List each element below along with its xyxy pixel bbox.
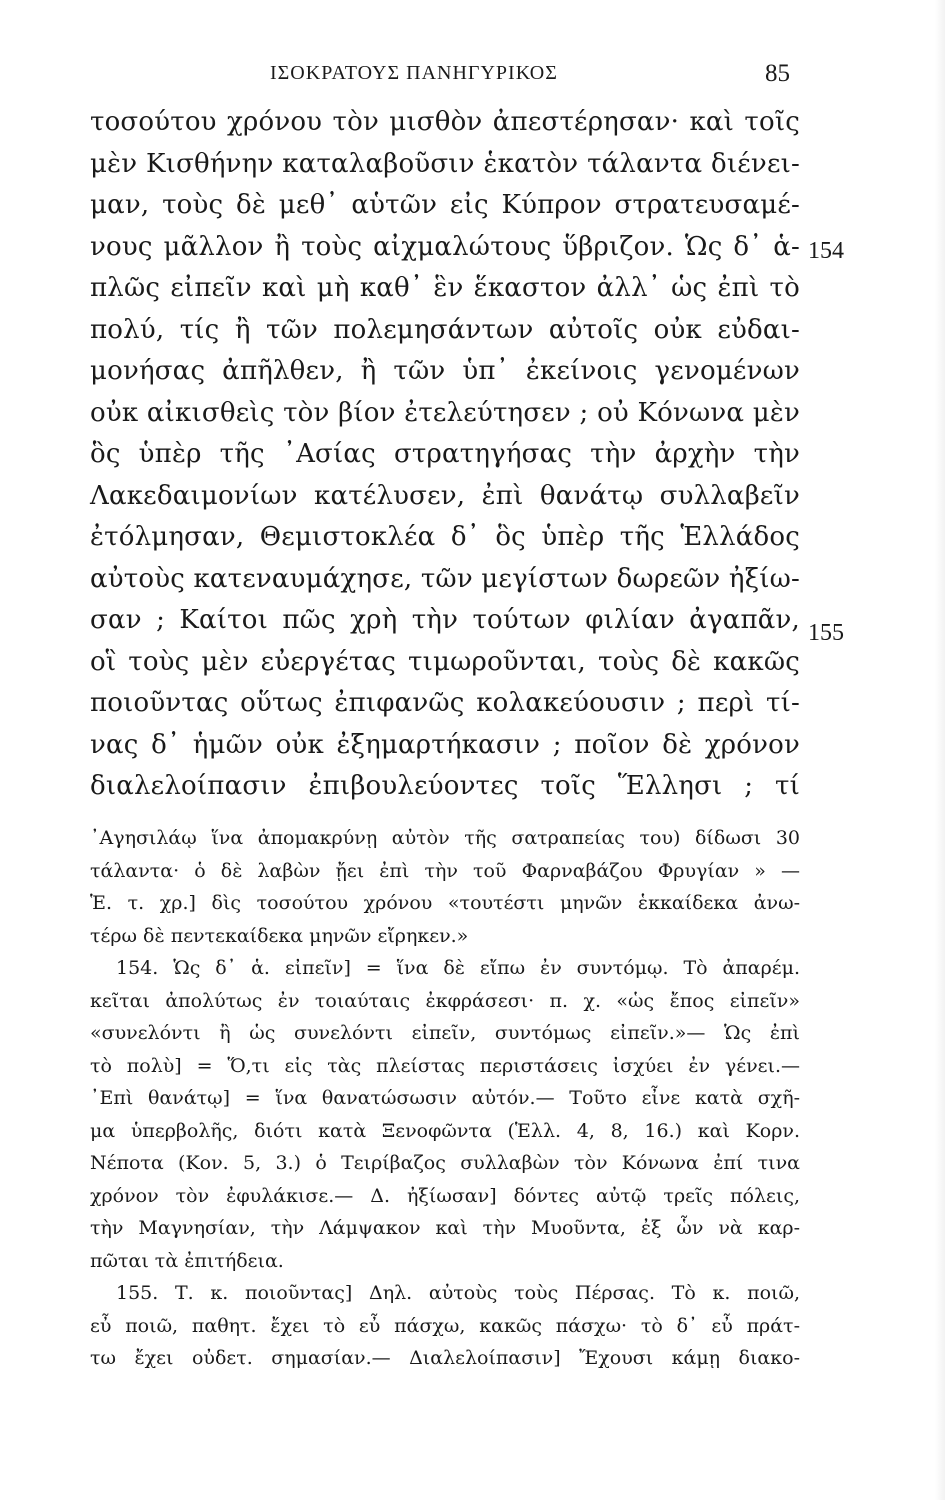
note-line: εὖ ποιῶ, παθητ. ἔχει τὸ εὖ πάσχω, κακῶς πάσχω· τὸ δ᾿ εὖ πράτ- <box>90 1314 800 1337</box>
main-text <box>90 102 800 808</box>
note-line: κεῖται ἀπολύτως ἐν τοιαύταις ἐκφράσεσι· π. χ. «ὡς ἔπος εἰπεῖν» <box>90 989 800 1012</box>
note-line: χρόνον τὸν ἐφυλάκισε.— Δ. ἠξίωσαν] δόντες αὐτῷ τρεῖς πόλεις, <box>90 1184 800 1207</box>
note-line: τάλαντα· ὁ δὲ λαβὼν ᾔει ἐπὶ τὴν τοῦ Φαρναβάζου Φρυγίαν » — <box>90 859 800 882</box>
note-line: τέρω δὲ πεντεκαίδεκα μηνῶν εἴρηκεν.» <box>90 924 469 947</box>
footnotes <box>90 822 800 1375</box>
text-line: νας δ᾿ ἡμῶν οὐκ ἐξημαρτήκασιν ; ποῖον δὲ χρόνον <box>90 729 800 760</box>
text-line: οὐκ αἰκισθεὶς τὸν βίον ἐτελεύτησεν ; οὐ Κόνωνα μὲν <box>90 397 800 428</box>
note-line: ᾿Επὶ θανάτῳ] = ἵνα θανατώσωσιν αὐτόν.— Τοῦτο εἶνε κατὰ σχῆ- <box>90 1087 800 1109</box>
text-line: σαν ; Καίτοι πῶς χρὴ τὴν τούτων φιλίαν ἀγαπᾶν, <box>90 605 800 635</box>
note-line: 154. Ὡς δ᾿ ἁ. εἰπεῖν] = ἵνα δὲ εἴπω ἐν συντόμῳ. Τὸ ἀπαρέμ. <box>116 957 800 979</box>
running-head: ΙΣΟΚΡΑΤΟΥΣ ΠΑΝΗΓΥΡΙΚΟΣ <box>270 62 558 84</box>
text-line: μονήσας ἀπῆλθεν, ἢ τῶν ὑπ᾿ ἐκείνοις γενομένων <box>90 356 800 386</box>
page-header <box>0 62 945 90</box>
note-line: τω ἔχει οὐδετ. σημασίαν.— Διαλελοίπασιν] Ἔχουσι κάμῃ διακο- <box>90 1347 800 1369</box>
section-marker-154: 154 <box>808 238 844 264</box>
text-line: διαλελοίπασιν ἐπιβουλεύοντες τοῖς Ἕλλησι ; τί <box>90 771 800 801</box>
text-line: οἳ τοὺς μὲν εὐεργέτας τιμωροῦνται, τοὺς δὲ κακῶς <box>90 646 800 677</box>
text-line: ποιοῦντας οὕτως ἐπιφανῶς κολακεύουσιν ; περὶ τί- <box>90 688 800 718</box>
text-line: ἐτόλμησαν, Θεμιστοκλέα δ᾿ ὃς ὑπὲρ τῆς Ἑλλάδος <box>90 522 800 552</box>
text-line: πολύ, τίς ἢ τῶν πολεμησάντων αὐτοῖς οὐκ εὐδαι- <box>90 314 800 345</box>
text-line: αὐτοὺς κατεναυμάχησε, τῶν μεγίστων δωρεῶν ἠξίω- <box>90 563 800 594</box>
note-line: «συνελόντι ἢ ὡς συνελόντι εἰπεῖν, συντόμως εἰπεῖν.»— Ὡς ἐπὶ <box>90 1022 800 1044</box>
note-line: μα ὑπερβολῆς, διότι κατὰ Ξενοφῶντα (Ἑλλ. 4, 8, 16.) καὶ Κορν. <box>90 1119 800 1142</box>
scan-edge <box>935 0 945 1500</box>
text-line: Λακεδαιμονίων κατέλυσεν, ἐπὶ θανάτῳ συλλαβεῖν <box>90 480 800 511</box>
page-number: 85 <box>765 60 790 87</box>
text-line: νους μᾶλλον ἢ τοὺς αἰχμαλώτους ὕβριζον. Ὡς δ᾿ ἁ- <box>90 231 800 262</box>
note-line: Ἑ. τ. χρ.] δὶς τοσούτου χρόνου «τουτέστι μηνῶν ἑκκαίδεκα ἀνω- <box>90 892 800 914</box>
note-line: τὴν Μαγνησίαν, τὴν Λάμψακον καὶ τὴν Μυοῦντα, ἐξ ὧν νὰ καρ- <box>90 1217 800 1239</box>
note-line: τὸ πολὺ] = Ὅ,τι εἰς τὰς πλείστας περιστάσεις ἰσχύει ἐν γένει.— <box>90 1054 800 1077</box>
text-line: μὲν Κισθήνην καταλαβοῦσιν ἑκατὸν τάλαντα διένει- <box>90 148 800 179</box>
text-line: πλῶς εἰπεῖν καὶ μὴ καθ᾿ ἓν ἕκαστον ἀλλ᾿ ὡς ἐπὶ τὸ <box>90 273 800 303</box>
note-line: ᾿Αγησιλάῳ ἵνα ἀπομακρύνῃ αὐτὸν τῆς σατραπείας του) δίδωσι 30 <box>90 827 800 849</box>
section-marker-155: 155 <box>808 620 844 646</box>
note-line: Νέποτα (Κον. 5, 3.) ὁ Τειρίβαζος συλλαβὼν τὸν Κόνωνα ἐπί τινα <box>90 1152 800 1174</box>
note-line: πῶται τὰ ἐπιτήδεια. <box>90 1249 284 1272</box>
text-line: μαν, τοὺς δὲ μεθ᾿ αὑτῶν εἰς Κύπρον στρατευσαμέ- <box>90 190 800 220</box>
note-line: 155. Τ. κ. ποιοῦντας] Δηλ. αὐτοὺς τοὺς Πέρσας. Τὸ κ. ποιῶ, <box>116 1282 800 1304</box>
text-line: ὃς ὑπὲρ τῆς ᾿Ασίας στρατηγήσας τὴν ἀρχὴν τὴν <box>90 439 800 469</box>
text-line: τοσούτου χρόνου τὸν μισθὸν ἀπεστέρησαν· καὶ τοῖς <box>90 107 800 137</box>
